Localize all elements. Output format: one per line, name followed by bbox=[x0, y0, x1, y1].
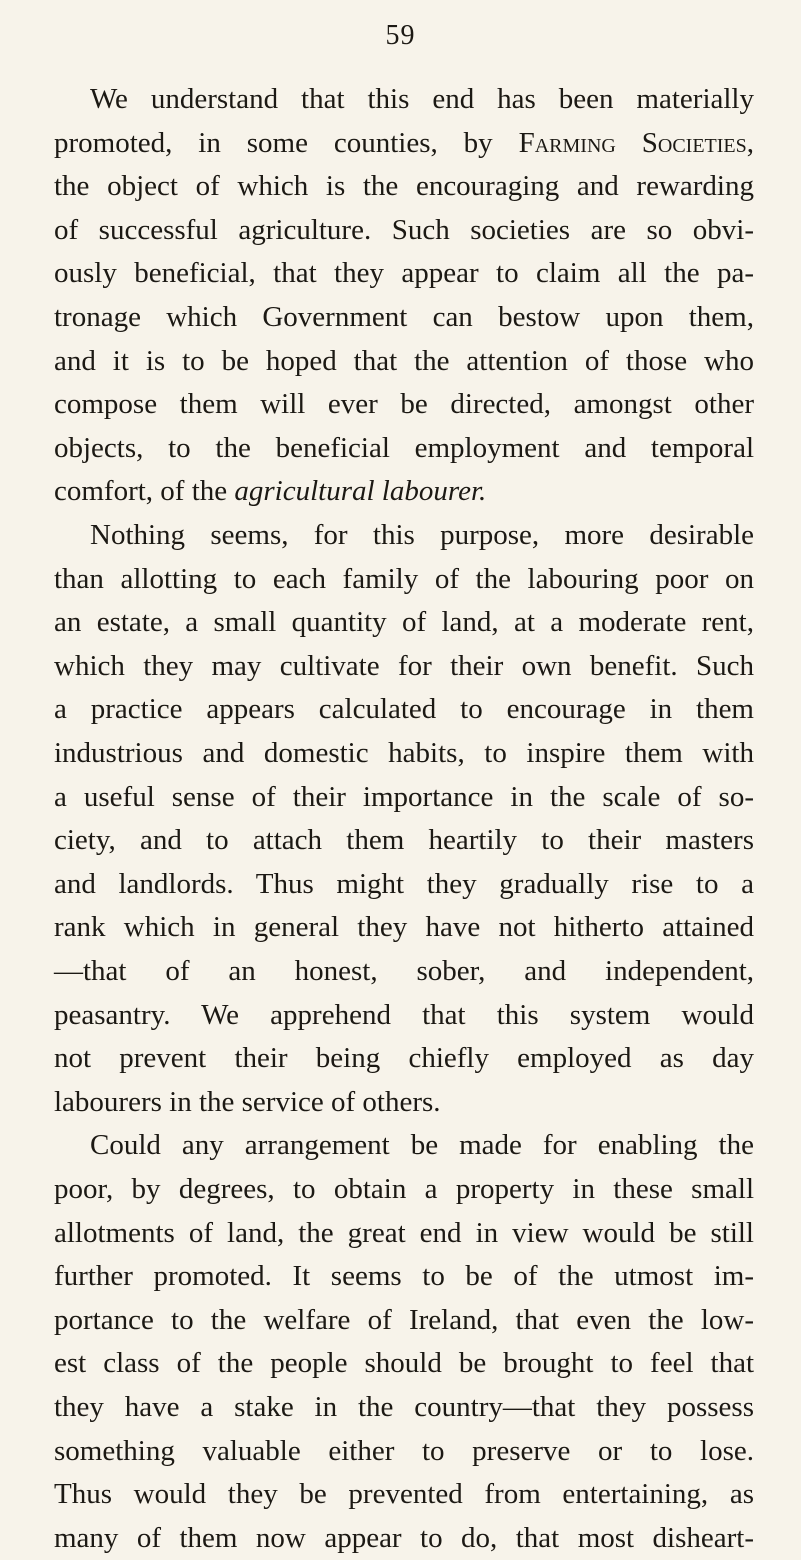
text-line: portance to the welfare of Ireland, that even the low- bbox=[54, 1303, 754, 1336]
text-line: objects, to the beneficial employment and temporal bbox=[54, 431, 754, 464]
text-line: and landlords. Thus might they gradually rise to a bbox=[54, 867, 754, 900]
text-line: not prevent their being chiefly employed as day bbox=[54, 1042, 754, 1075]
text-line bbox=[54, 122, 754, 166]
page-number: 59 bbox=[385, 20, 416, 51]
text-line: the object of which is the encouraging and rewarding bbox=[54, 170, 754, 203]
farming-societies-term: Farming Societies, bbox=[518, 126, 754, 159]
text-line: peasantry. We apprehend that this system would bbox=[54, 998, 754, 1031]
text-line: We understand that this end has been materially bbox=[90, 83, 754, 115]
text-span: promoted, in some counties, by bbox=[54, 126, 519, 159]
text-line: allotments of land, the great end in view would be still bbox=[54, 1216, 754, 1249]
text-line: and it is to be hoped that the attention of those who bbox=[54, 344, 754, 377]
text-line: ciety, and to attach them heartily to their masters bbox=[54, 824, 754, 857]
text-line: they have a stake in the country—that they possess bbox=[54, 1391, 754, 1423]
text-line: Could any arrangement be made for enabling the bbox=[90, 1129, 754, 1162]
text-line: tronage which Government can bestow upon them, bbox=[54, 301, 754, 333]
text-line: an estate, a small quantity of land, at a moderate rent, bbox=[54, 606, 754, 639]
agricultural-labourer-term: agricultural labourer. bbox=[234, 475, 487, 508]
text-line: many of them now appear to do, that most disheart- bbox=[54, 1521, 754, 1554]
text-line: something valuable either to preserve or to lose. bbox=[54, 1434, 754, 1467]
text-line: a practice appears calculated to encourage in them bbox=[54, 693, 754, 726]
text-line: further promoted. It seems to be of the utmost im- bbox=[54, 1260, 754, 1293]
text-span: comfort, of the bbox=[54, 475, 235, 508]
text-line bbox=[54, 470, 754, 514]
text-line: Thus would they be prevented from entertaining, as bbox=[54, 1478, 754, 1511]
text-line: of successful agriculture. Such societies are so obvi- bbox=[54, 213, 754, 246]
text-line: a useful sense of their importance in the scale of so- bbox=[54, 780, 754, 813]
text-line: which they may cultivate for their own benefit. Such bbox=[54, 649, 754, 682]
text-line: poor, by degrees, to obtain a property in these small bbox=[54, 1173, 754, 1205]
text-line: industrious and domestic habits, to inspire them with bbox=[54, 737, 754, 769]
text-line: —that of an honest, sober, and independent, bbox=[54, 955, 754, 987]
text-line: est class of the people should be brought to feel that bbox=[54, 1347, 754, 1380]
text-line: labourers in the service of others. bbox=[54, 1085, 441, 1118]
text-line: Nothing seems, for this purpose, more desirable bbox=[90, 519, 754, 551]
text-line: ously beneficial, that they appear to claim all the pa- bbox=[54, 257, 754, 290]
text-line: compose them will ever be directed, amongst other bbox=[54, 388, 754, 421]
text-line: than allotting to each family of the labouring poor on bbox=[54, 562, 754, 595]
text-line: rank which in general they have not hitherto attained bbox=[54, 911, 754, 944]
